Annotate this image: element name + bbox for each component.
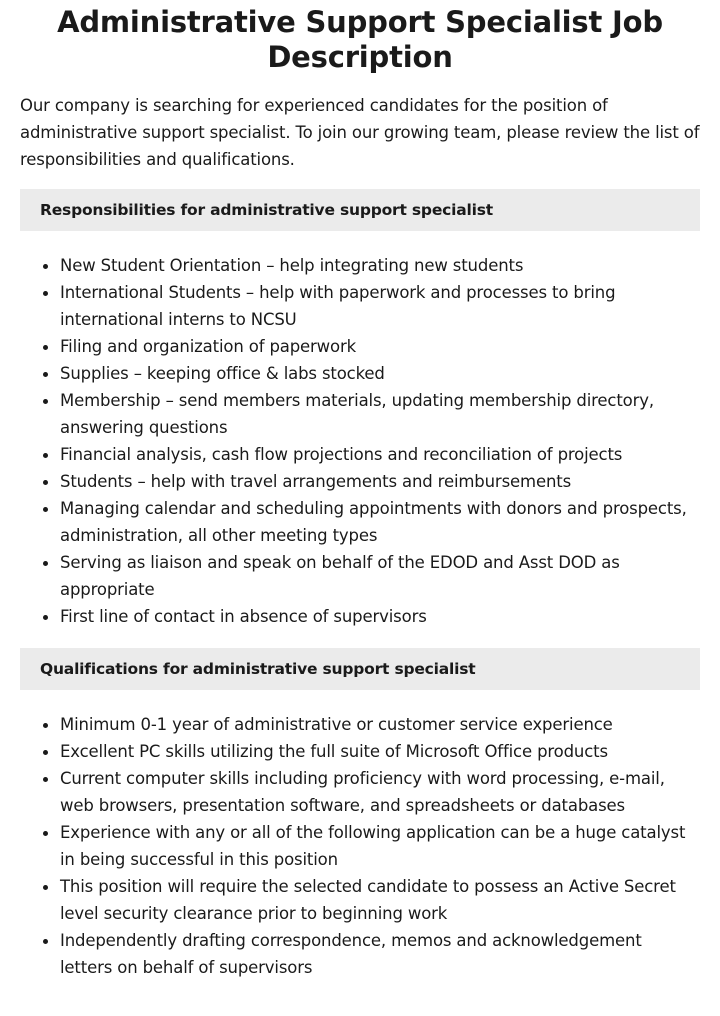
intro-paragraph: Our company is searching for experienced candidates for the position of administrative support specialist. To join our growing team, please review the list of responsibilities and qualifications.	[20, 96, 700, 169]
bullet-icon	[43, 561, 48, 566]
list-item	[20, 252, 700, 279]
bullet-icon	[43, 480, 48, 485]
list-item	[20, 711, 700, 738]
list-item	[20, 360, 700, 387]
list-item	[20, 333, 700, 360]
bullet-icon	[43, 777, 48, 782]
bullet-icon	[43, 507, 48, 512]
list-item-text: Excellent PC skills utilizing the full suite of Microsoft Office products	[60, 742, 608, 761]
bullet-icon	[43, 831, 48, 836]
qualifications-list	[20, 711, 700, 981]
list-item-text: Membership – send members materials, updating membership directory, answering questions	[60, 391, 654, 437]
responsibilities-header	[20, 189, 700, 231]
bullet-icon	[43, 453, 48, 458]
list-item-text: Serving as liaison and speak on behalf of the EDOD and Asst DOD as appropriate	[60, 553, 620, 599]
list-item-text: International Students – help with paperwork and processes to bring international interns to NCSU	[60, 283, 616, 329]
qualifications-header	[20, 648, 700, 690]
list-item	[20, 765, 700, 819]
qualifications-heading: Qualifications for administrative support specialist	[40, 660, 476, 678]
page-title: Administrative Support Specialist Job Description	[57, 5, 663, 74]
list-item	[20, 441, 700, 468]
responsibilities-heading: Responsibilities for administrative support specialist	[40, 201, 493, 219]
list-item-text: Managing calendar and scheduling appointments with donors and prospects, administration, all other meeting types	[60, 499, 687, 545]
list-item	[20, 738, 700, 765]
bullet-icon	[43, 939, 48, 944]
list-item-text: Current computer skills including proficiency with word processing, e-mail, web browsers, presentation software, and spreadsheets or databases	[60, 769, 665, 815]
list-item-text: New Student Orientation – help integrating new students	[60, 256, 524, 275]
list-item-text: Students – help with travel arrangements and reimbursements	[60, 472, 572, 491]
bullet-icon	[43, 885, 48, 890]
bullet-icon	[43, 399, 48, 404]
list-item-text: This position will require the selected candidate to possess an Active Secret level security clearance prior to beginning work	[60, 877, 676, 923]
list-item-text: Minimum 0-1 year of administrative or customer service experience	[60, 715, 613, 734]
list-item	[20, 873, 700, 927]
job-description-page	[0, 5, 720, 981]
bullet-icon	[43, 615, 48, 620]
bullet-icon	[43, 291, 48, 296]
list-item	[20, 495, 700, 549]
list-item	[20, 279, 700, 333]
list-item	[20, 603, 700, 630]
list-item-text: Experience with any or all of the following application can be a huge catalyst in being successful in this position	[60, 823, 686, 869]
list-item-text: Supplies – keeping office & labs stocked	[60, 364, 385, 383]
list-item-text: Financial analysis, cash flow projections and reconciliation of projects	[60, 445, 623, 464]
list-item	[20, 927, 700, 981]
bullet-icon	[43, 723, 48, 728]
list-item	[20, 387, 700, 441]
list-item-text: Independently drafting correspondence, memos and acknowledgement letters on behalf of supervisors	[60, 931, 642, 977]
list-item-text: First line of contact in absence of supervisors	[60, 607, 427, 626]
bullet-icon	[43, 372, 48, 377]
responsibilities-list	[20, 252, 700, 630]
list-item-text: Filing and organization of paperwork	[60, 337, 357, 356]
list-item	[20, 549, 700, 603]
bullet-icon	[43, 750, 48, 755]
bullet-icon	[43, 345, 48, 350]
bullet-icon	[43, 264, 48, 269]
list-item	[20, 468, 700, 495]
list-item	[20, 819, 700, 873]
